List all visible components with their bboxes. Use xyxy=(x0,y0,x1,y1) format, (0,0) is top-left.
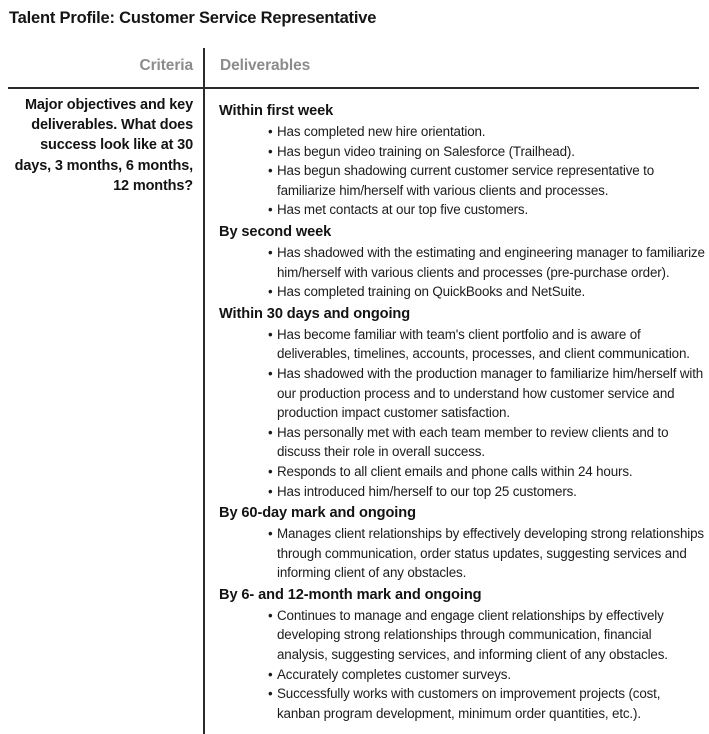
bullet-text: Has begun shadowing current customer service representative to familiarize him/herself with various clients and processes. xyxy=(277,163,654,198)
bullet-item xyxy=(268,606,705,665)
bullet-text: Manages client relationships by effectively developing strong relationships through communication, order status updates, suggesting services and informing client of any obstacles. xyxy=(277,526,704,581)
bullet-text: Has become familiar with team's client portfolio and is aware of deliverables, timelines, accounts, processes, and client communication. xyxy=(277,326,690,362)
page-title: Talent Profile: Customer Service Representative xyxy=(9,9,377,27)
deliverables-section xyxy=(219,503,705,583)
bullet-text: Has shadowed with the estimating and engineering manager to familiarize him/herself with various clients and processes (pre-purchase order). xyxy=(277,244,705,280)
bullet-text: Has completed training on QuickBooks and NetSuite. xyxy=(277,284,586,300)
bullet-dot-icon: • xyxy=(268,526,273,542)
bullet-list xyxy=(219,243,705,302)
bullet-item xyxy=(268,122,705,142)
bullet-dot-icon: • xyxy=(268,686,273,702)
bullet-text: Has met contacts at our top five customers. xyxy=(277,202,529,218)
bullet-item xyxy=(268,325,705,364)
bullet-dot-icon: • xyxy=(268,244,273,260)
deliverables-section xyxy=(219,304,705,501)
bullet-list xyxy=(219,606,705,724)
bullet-list xyxy=(219,524,705,583)
bullet-item xyxy=(268,482,705,502)
bullet-list xyxy=(219,325,705,501)
bullet-dot-icon: • xyxy=(268,463,273,479)
bullet-dot-icon: • xyxy=(268,666,273,682)
bullet-item xyxy=(268,462,705,482)
bullet-text: Has begun video training on Salesforce (Trailhead). xyxy=(277,143,575,159)
bullet-dot-icon: • xyxy=(268,424,273,440)
column-header-deliverables: Deliverables xyxy=(220,57,311,74)
bullet-dot-icon: • xyxy=(268,326,273,342)
bullet-text: Continues to manage and engage client relationships by effectively developing strong relationships through communication, financial analysis, suggesting services, and informing client of any obstacles. xyxy=(277,607,668,663)
bullet-item xyxy=(268,161,705,200)
section-title: By second week xyxy=(219,223,332,240)
deliverables-section xyxy=(219,222,705,302)
bullet-item xyxy=(268,524,705,583)
bullet-dot-icon: • xyxy=(268,163,273,179)
bullet-dot-icon: • xyxy=(268,124,273,139)
bullet-text: Responds to all client emails and phone calls within 24 hours. xyxy=(277,463,633,479)
bullet-text: Accurately completes customer surveys. xyxy=(277,666,511,682)
bullet-item xyxy=(268,243,705,282)
section-title: Within first week xyxy=(219,103,334,119)
bullet-text: Has completed new hire orientation. xyxy=(277,124,486,139)
bullet-text: Has introduced him/herself to our top 25 customers. xyxy=(277,483,577,499)
bullet-item xyxy=(268,684,705,723)
bullet-dot-icon: • xyxy=(268,143,273,159)
bullet-dot-icon: • xyxy=(268,365,273,381)
bullet-item xyxy=(268,200,705,220)
bullet-item xyxy=(268,142,705,162)
bullet-list xyxy=(219,122,705,220)
bullet-item xyxy=(268,282,705,302)
bullet-item xyxy=(268,665,705,685)
bullet-dot-icon: • xyxy=(268,483,273,499)
bullet-dot-icon: • xyxy=(268,607,273,623)
deliverables-cell xyxy=(219,101,705,725)
bullet-text: Has shadowed with the production manager to familiarize him/herself with our production process and to understand how customer service and production impact customer satisfaction. xyxy=(277,365,704,421)
header-separator-rule xyxy=(8,87,699,89)
section-title: Within 30 days and ongoing xyxy=(219,305,411,322)
deliverables-section xyxy=(219,101,705,220)
deliverables-section xyxy=(219,585,705,724)
section-title: By 60-day mark and ongoing xyxy=(219,505,416,522)
column-header-criteria: Criteria xyxy=(139,57,193,74)
bullet-item xyxy=(268,364,705,423)
bullet-text: Successfully works with customers on improvement projects (cost, kanban program development, minimum order quantities, etc.). xyxy=(277,686,661,721)
bullet-text: Has personally met with each team member to review clients and to discuss their role in overall success. xyxy=(277,424,669,460)
section-title: By 6- and 12-month mark and ongoing xyxy=(219,586,482,603)
criteria-cell-text: Major objectives and key deliverables. What does success look like at 30 days, 3 months, 6 months, 12 months? xyxy=(14,97,193,194)
column-divider-line xyxy=(203,48,205,734)
bullet-dot-icon: • xyxy=(268,284,273,300)
bullet-item xyxy=(268,423,705,462)
bullet-dot-icon: • xyxy=(268,202,273,218)
